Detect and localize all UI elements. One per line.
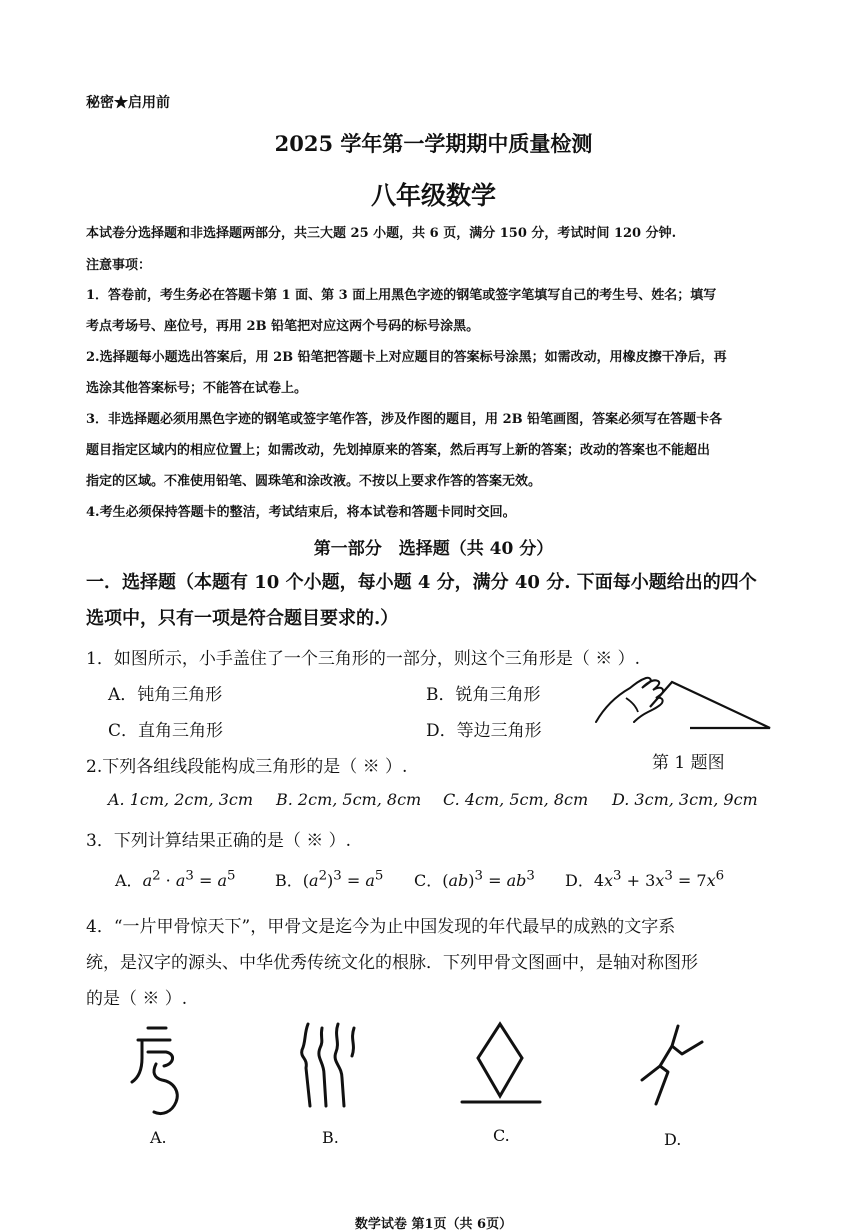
question-stem: 2.下列各组线段能构成三角形的是（ ※ ）.: [86, 757, 408, 777]
triangle-hand-figure: [590, 672, 775, 734]
note-line: 考点考场号、座位号，再用 2B 铅笔把对应这两个号码的标号涂黑。: [86, 319, 480, 334]
option-a: A. 1cm, 2cm, 3cm: [108, 790, 254, 809]
question-stem: 1．如图所示，小手盖住了一个三角形的一部分，则这个三角形是（ ※ ）.: [86, 649, 641, 669]
question-stem: 3．下列计算结果正确的是（ ※ ）.: [86, 831, 352, 851]
exam-subtitle: 八年级数学: [370, 181, 496, 210]
section-heading: 选项中，只有一项是符合题目要求的.）: [86, 608, 399, 629]
option-b: B．$(a^2)^3 = a^5$: [275, 868, 384, 890]
option-c: C. 4cm, 5cm, 8cm: [443, 790, 589, 809]
option-a: A．$a^2 \cdot a^3 = a^5$: [115, 868, 236, 890]
option-b: B．锐角三角形: [426, 685, 541, 705]
notes-heading: 注意事项：: [86, 258, 152, 273]
note-line: 题目指定区域内的相应位置上；如需改动，先划掉原来的答案，然后再写上新的答案；改动的答案也不能超出: [86, 443, 711, 458]
note-line: 1．答卷前，考生务必在答题卡第 1 面、第 3 面上用黑色字迹的钢笔或签字笔填写自己的考生号、姓名；填写: [86, 288, 717, 303]
option-c: C．直角三角形: [108, 721, 224, 741]
option-d: D. 3cm, 3cm, 9cm: [612, 790, 758, 809]
section-heading: 一．选择题（本题有 10 个小题，每小题 4 分，满分 40 分. 下面每小题给出的四个: [86, 572, 757, 593]
question-stem: 统，是汉字的源头、中华优秀传统文化的根脉．下列甲骨文图画中，是轴对称图形: [86, 953, 698, 973]
exam-intro: 本试卷分选择题和非选择题两部分，共三大题 25 小题，共 6 页，满分 150 分，考试时间 120 分钟.: [86, 226, 677, 241]
oracle-glyph-b: [294, 1018, 366, 1110]
oracle-glyph-a: [128, 1020, 190, 1120]
part-heading: 第一部分 选择题（共 40 分）: [313, 539, 554, 559]
page-footer: 数学试卷 第1页（共 6页）: [354, 1217, 513, 1232]
note-line: 4.考生必须保持答题卡的整洁，考试结束后，将本试卷和答题卡同时交回。: [86, 505, 516, 520]
oracle-glyph-c: [458, 1020, 544, 1108]
glyph-label-a: A.: [150, 1128, 167, 1147]
oracle-glyph-d: [636, 1022, 708, 1108]
option-d: D．等边三角形: [426, 721, 542, 741]
option-b: B. 2cm, 5cm, 8cm: [276, 790, 422, 809]
glyph-label-d: D.: [664, 1130, 682, 1149]
glyph-label-b: B.: [322, 1128, 339, 1147]
option-a: A．钝角三角形: [108, 685, 223, 705]
glyph-label-c: C.: [493, 1126, 510, 1145]
option-d: D．$4x^3 + 3x^3 = 7x^6$: [565, 868, 725, 890]
question-stem: 4．“一片甲骨惊天下”，甲骨文是迄今为止中国发现的年代最早的成熟的文字系: [86, 917, 676, 937]
figure-caption: 第 1 题图: [652, 753, 725, 773]
note-line: 3．非选择题必须用黑色字迹的钢笔或签字笔作答，涉及作图的题目，用 2B 铅笔画图，答案必须写在答题卡各: [86, 412, 723, 427]
exam-title: 2025 学年第一学期期中质量检测: [274, 131, 593, 156]
confidential-mark: 秘密★启用前: [86, 95, 170, 111]
note-line: 指定的区域。不准使用铅笔、圆珠笔和涂改液。不按以上要求作答的答案无效。: [86, 474, 542, 489]
note-line: 选涂其他答案标号；不能答在试卷上。: [86, 381, 308, 396]
note-line: 2.选择题每小题选出答案后，用 2B 铅笔把答题卡上对应题目的答案标号涂黑；如需改动，用橡皮擦干净后，再: [86, 350, 727, 365]
question-stem: 的是（ ※ ）.: [86, 989, 188, 1009]
option-c: C．$(ab)^3 = ab^3$: [414, 868, 535, 890]
